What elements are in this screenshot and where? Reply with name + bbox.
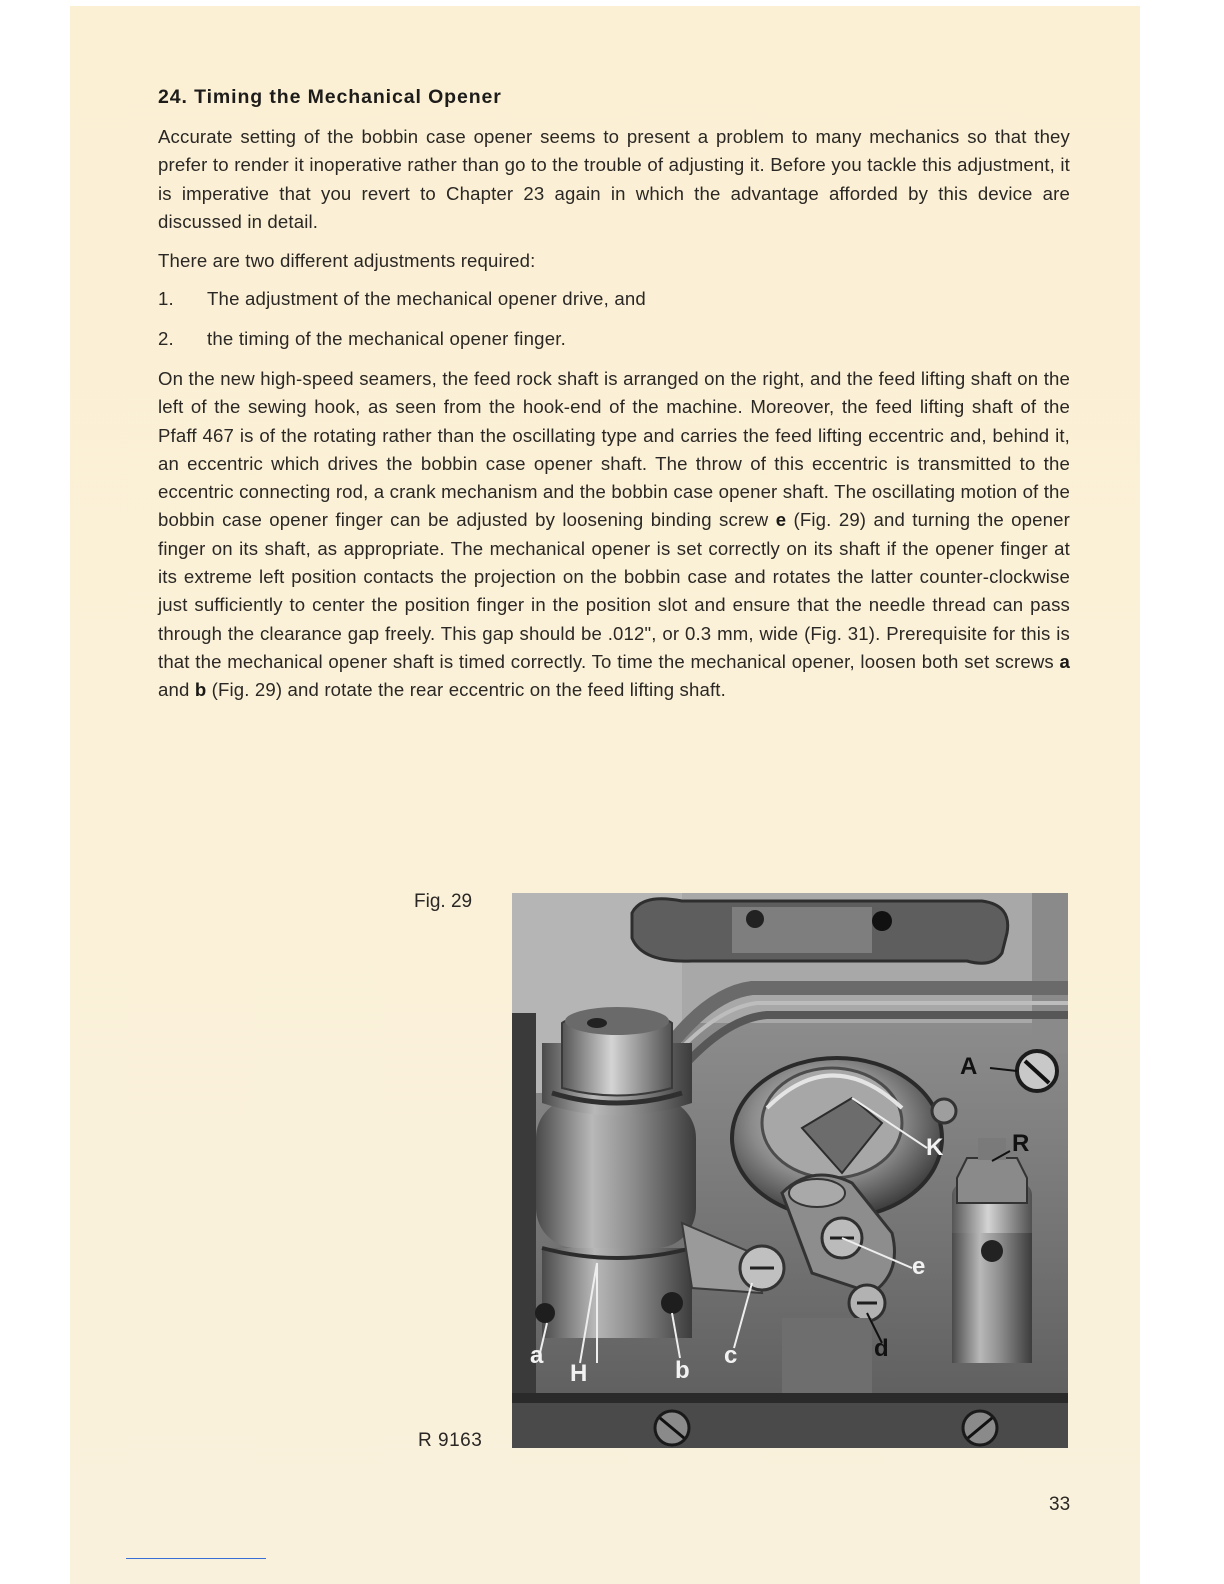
screw-e-label: e [775,509,787,531]
screw-a-label: a [1059,650,1070,672]
body-paragraph [158,365,1070,705]
figure-label: Fig. 29 [414,891,473,912]
callout-a: a [530,1342,544,1369]
body-text-part3: (Fig. 29) and rotate the rear eccentric on the feed lifting shaft. [211,679,726,701]
list-item [158,288,646,310]
callout-A: A [960,1053,978,1080]
list-item-number: 2. [158,328,174,349]
screw-b-label: b [194,679,207,701]
section-heading: 24. Timing the Mechanical Opener [158,86,502,108]
machine-photo [512,893,1068,1448]
figure-code: R 9163 [418,1430,483,1451]
and-word: and [158,679,190,701]
list-item-number: 1. [158,288,174,309]
callout-R: R [1012,1130,1030,1157]
adjustments-intro: There are two different adjustments required: [158,250,536,271]
callout-e: e [912,1253,926,1280]
callout-d: d [874,1335,889,1362]
body-text-part2: (Fig. 29) and turning the opener finger on its shaft, as appropriate. The mechanical opener is set correctly on its shaft if the opener finger at its extreme left position contacts the projection on the bobbin case and rotates the latter counter-clockwise just sufficiently to center the position finger in the position slot and ensure that the needle thread can pass through the clearance gap freely. This gap should be .012", or 0.3 mm, wide (Fig. 31). Prerequisite for this is that the mechanical opener shaft is timed correctly. To time the mechanical opener, loosen both set screws [158,509,1070,672]
intro-paragraph: Accurate setting of the bobbin case opener seems to present a problem to many mechanics so that they prefer to render it inoperative rather than go to the trouble of adjusting it. Before you tackle this adjustment, it is imperative that you revert to Chapter 23 again in which the advantage afforded by this device are discussed in detail. [158,126,1070,232]
callout-H: H [570,1360,588,1387]
body-text-part1: On the new high-speed seamers, the feed rock shaft is arranged on the right, and the feed lifting shaft on the left of the sewing hook, as seen from the hook-end of the machine. Moreover, the feed lifting shaft of the Pfaff 467 is of the rotating rather than the oscillating type and carries the feed lifting eccentric and, behind it, an eccentric which drives the bobbin case opener shaft. The throw of this eccentric is transmitted to the eccentric connecting rod, a crank mechanism and the bobbin case opener shaft. The oscillating motion of the bobbin case opener finger can be adjusted by loosening binding screw [158,368,1070,531]
list-item [158,328,566,350]
list-item-text: the timing of the mechanical opener finger. [207,328,566,349]
callout-c: c [724,1342,738,1369]
link-underline[interactable] [126,1558,266,1559]
page-number: 33 [1049,1494,1071,1515]
callout-b: b [675,1357,690,1384]
list-item-text: The adjustment of the mechanical opener drive, and [207,288,646,309]
callout-K: K [926,1134,944,1161]
